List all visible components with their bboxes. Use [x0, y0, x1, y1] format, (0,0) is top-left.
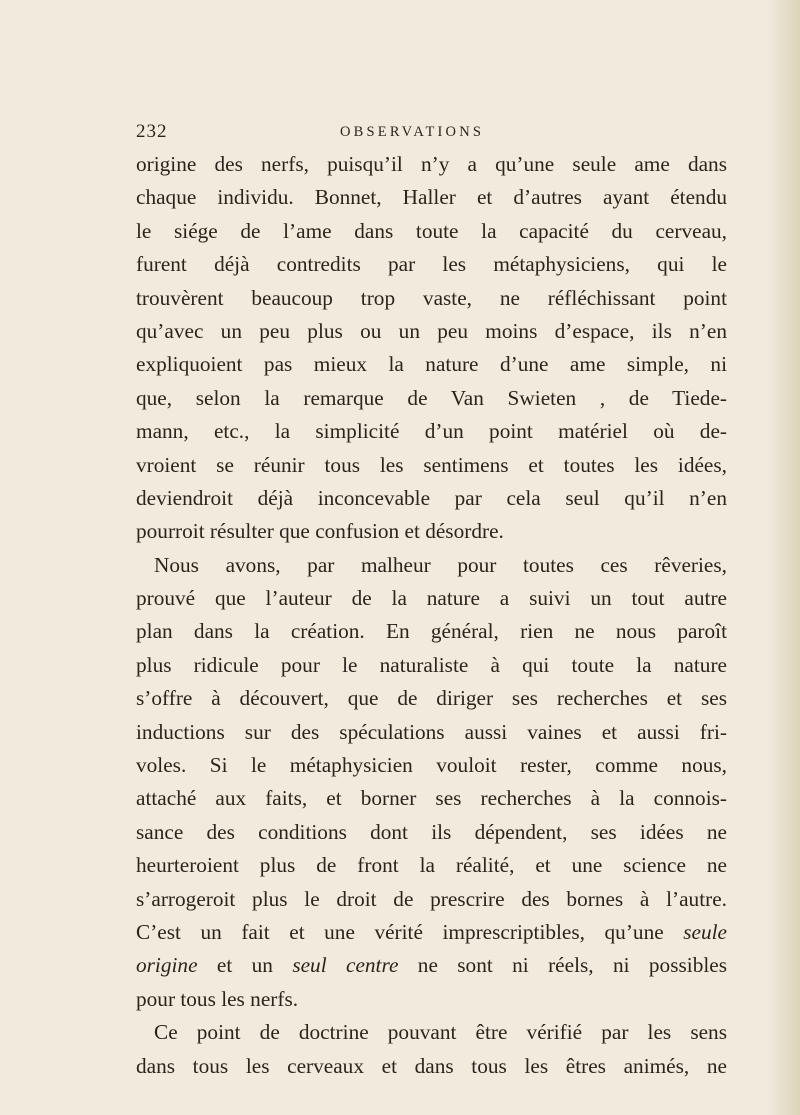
- text-line: prouvé que l’auteur de la nature a suivi un tout autre: [136, 586, 727, 611]
- text-line: voles. Si le métaphysicien vouloit rester, comme nous,: [136, 753, 727, 778]
- text-line: que, selon la remarque de Van Swieten , de Tiede-: [136, 385, 727, 410]
- text-line: s’arrogeroit plus le droit de prescrire des bornes à l’autre.: [136, 886, 727, 911]
- text-line: furent déjà contredits par les métaphysiciens, qui le: [136, 252, 727, 277]
- text-line: deviendroit déjà inconcevable par cela seul qu’il n’en: [136, 485, 727, 510]
- text-line: trouvèrent beaucoup trop vaste, ne réfléchissant point: [136, 285, 727, 310]
- text-line: pourroit résulter que confusion et désordre.: [136, 519, 504, 544]
- text-line: expliquoient pas mieux la nature d’une ame simple, ni: [136, 352, 727, 377]
- text-line: pour tous les nerfs.: [136, 986, 299, 1011]
- text-line: plus ridicule pour le naturaliste à qui toute la nature: [136, 652, 727, 677]
- text-line: plan dans la création. En général, rien ne nous paroît: [136, 619, 727, 644]
- italic-term: seule: [683, 919, 727, 944]
- text-line: s’offre à découvert, que de diriger ses recherches et ses: [136, 686, 727, 711]
- body-text: [136, 148, 727, 1083]
- text-line: Ce point de doctrine pouvant être vérifié par les sens: [154, 1020, 727, 1045]
- text-line: C’est un fait et une vérité imprescriptibles, qu’une seule: [136, 919, 727, 944]
- running-title: OBSERVATIONS: [340, 124, 485, 140]
- page-number: 232: [136, 121, 168, 142]
- italic-term: origine: [136, 953, 198, 978]
- text-line: heurteroient plus de front la réalité, et une science ne: [136, 853, 727, 878]
- page-edge-shadow: [766, 0, 800, 1115]
- italic-term: seul centre: [292, 953, 399, 978]
- text-line: Nous avons, par malheur pour toutes ces rêveries,: [154, 552, 727, 577]
- text-line: origine et un seul centre ne sont ni réels, ni possibles: [136, 953, 727, 978]
- text-line: sance des conditions dont ils dépendent, ses idées ne: [136, 819, 727, 844]
- text-line: attaché aux faits, et borner ses recherches à la connois-: [136, 786, 727, 811]
- text-line: chaque individu. Bonnet, Haller et d’autres ayant étendu: [136, 185, 727, 210]
- text-line: qu’avec un peu plus ou un peu moins d’espace, ils n’en: [136, 318, 727, 343]
- text-line: mann, etc., la simplicité d’un point matériel où de-: [136, 419, 727, 444]
- text-line: dans tous les cerveaux et dans tous les êtres animés, ne: [136, 1053, 727, 1078]
- text-line: vroient se réunir tous les sentimens et toutes les idées,: [136, 452, 727, 477]
- text-line: origine des nerfs, puisqu’il n’y a qu’une seule ame dans: [136, 152, 727, 176]
- text-line: inductions sur des spéculations aussi vaines et aussi fri-: [136, 719, 727, 744]
- text-line: le siége de l’ame dans toute la capacité du cerveau,: [136, 218, 727, 243]
- running-head: [136, 121, 746, 145]
